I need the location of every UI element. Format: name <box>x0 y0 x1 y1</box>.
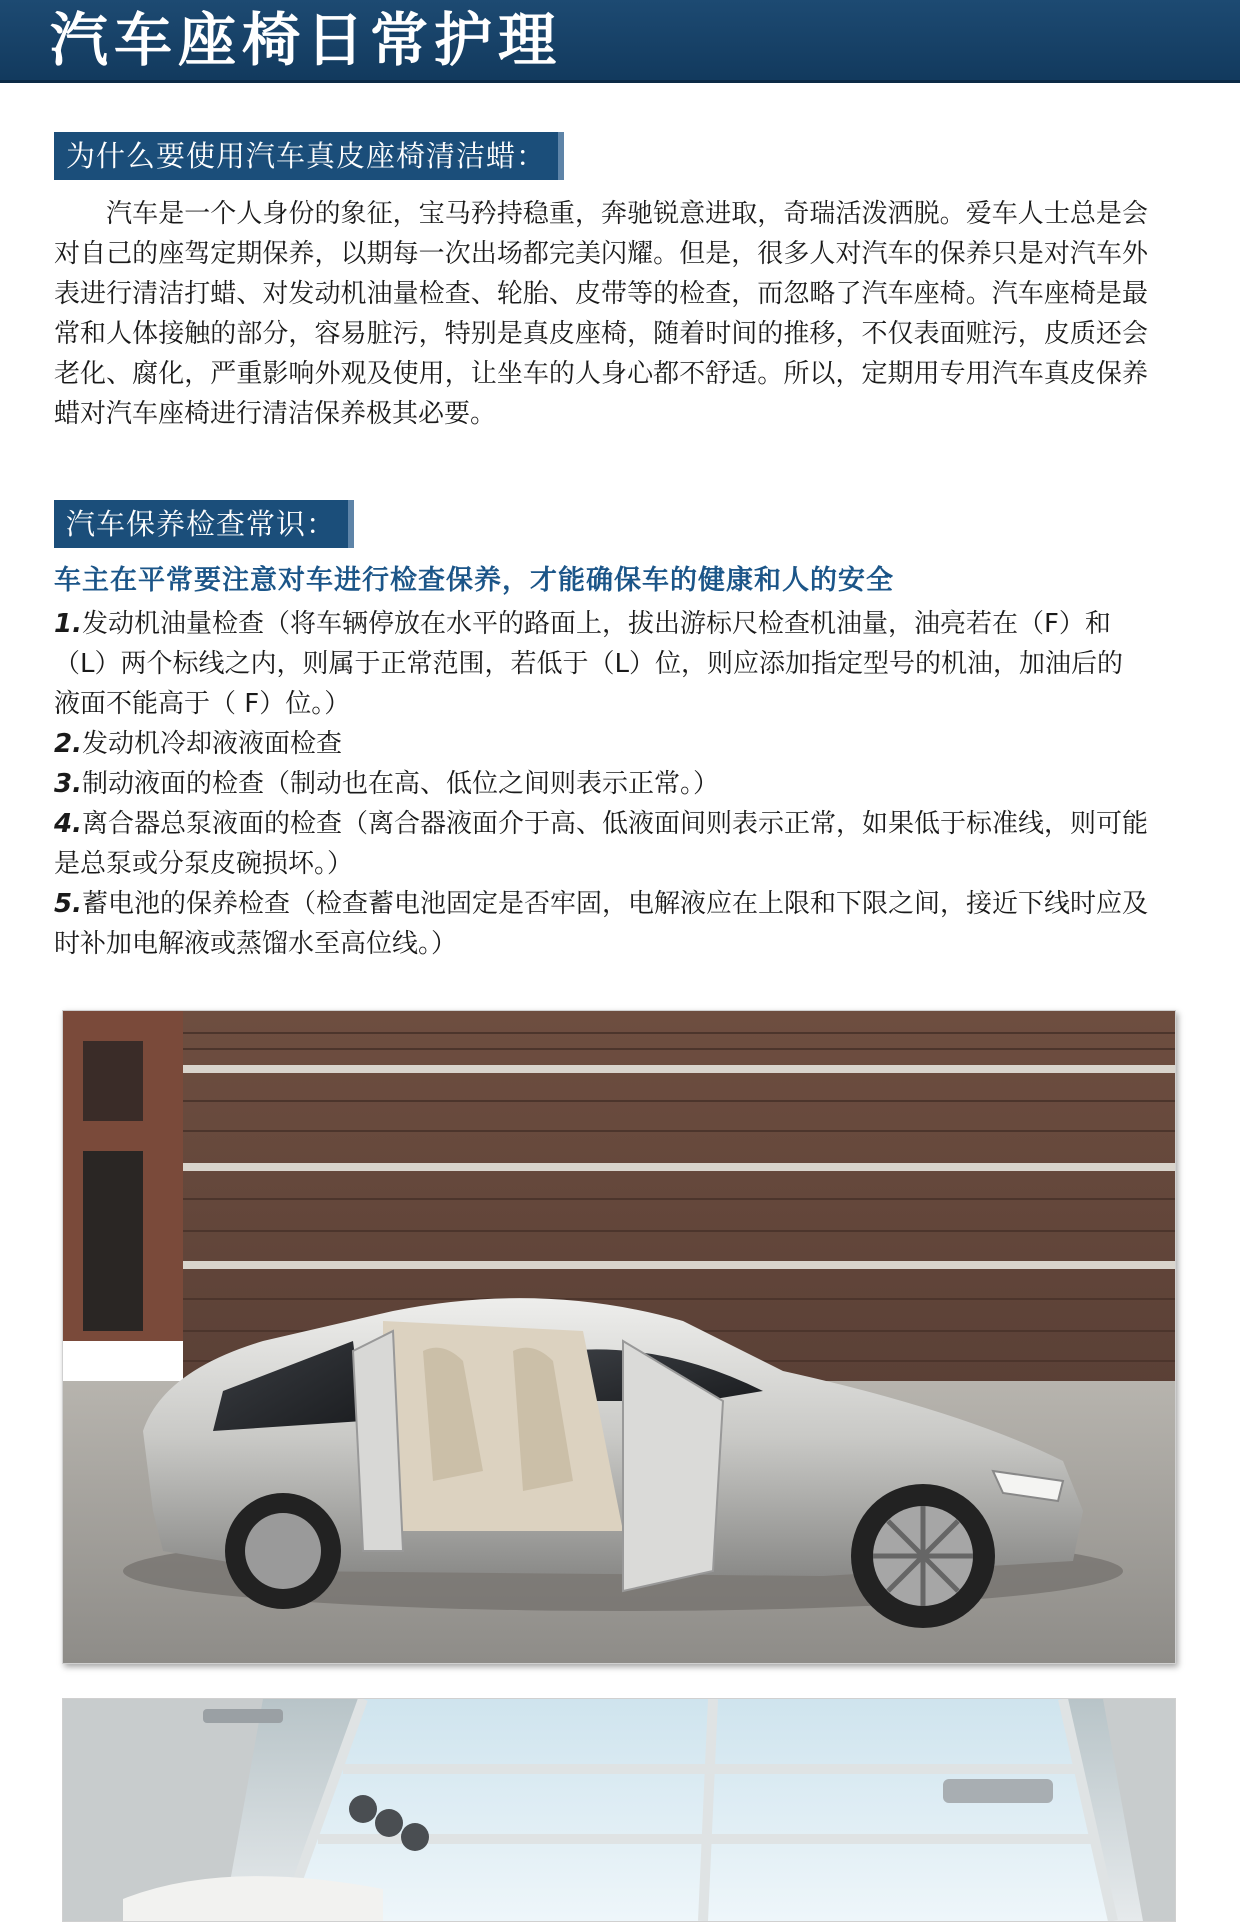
maintenance-subtitle: 车主在平常要注意对车进行检查保养，才能确保车的健康和人的安全 <box>54 565 894 596</box>
why-wax-paragraph: 汽车是一个人身份的象征，宝马矜持稳重，奔驰锐意进取，奇瑞活泼洒脱。爱车人士总是会对自己的座驾定期保养，以期每一次出场都完美闪耀。但是，很多人对汽车的保养只是对汽车外表进行清洁打蜡、对发动机油量检查、轮胎、皮带等的检查，而忽略了汽车座椅。汽车座椅是最常和人体接触的部分，容易脏污，特别是真皮座椅，随着时间的推移，不仅表面赃污，皮质还会老化、腐化，严重影响外观及使用，让坐车的人身心都不舒适。所以，定期用专用汽车真皮保养蜡对汽车座椅进行清洁保养极其必要。 <box>54 199 1148 429</box>
section-heading-maintenance: 汽车保养检查常识： <box>54 500 354 548</box>
page-title: 汽车座椅日常护理 <box>50 6 563 74</box>
list-item: 4.离合器总泵液面的检查（离合器液面介于高、低液面间则表示正常，如果低于标准线，则可能是总泵或分泵皮碗损坏。） <box>54 809 1148 879</box>
list-item: 1.发动机油量检查（将车辆停放在水平的路面上，拔出游标尺检查机油量，油亮若在（F）和（L）两个标线之内，则属于正常范围，若低于（L）位，则应添加指定型号的机油，加油后的液面不能高于（ F）位。） <box>54 609 1123 719</box>
page-banner <box>0 0 1240 83</box>
section-heading-why-wax: 为什么要使用汽车真皮座椅清洁蜡： <box>54 132 564 180</box>
list-item: 2.发动机冷却液液面检查 <box>54 729 342 759</box>
maintenance-list <box>54 604 1148 964</box>
list-item: 3.制动液面的检查（制动也在高、低位之间则表示正常。） <box>54 769 719 799</box>
car-interior-sunroof-photo <box>62 1698 1176 1922</box>
list-item: 5.蓄电池的保养检查（检查蓄电池固定是否牢固，电解液应在上限和下限之间，接近下线时应及时补加电解液或蒸馏水至高位线。） <box>54 889 1148 959</box>
silver-car-photo <box>62 1010 1176 1664</box>
